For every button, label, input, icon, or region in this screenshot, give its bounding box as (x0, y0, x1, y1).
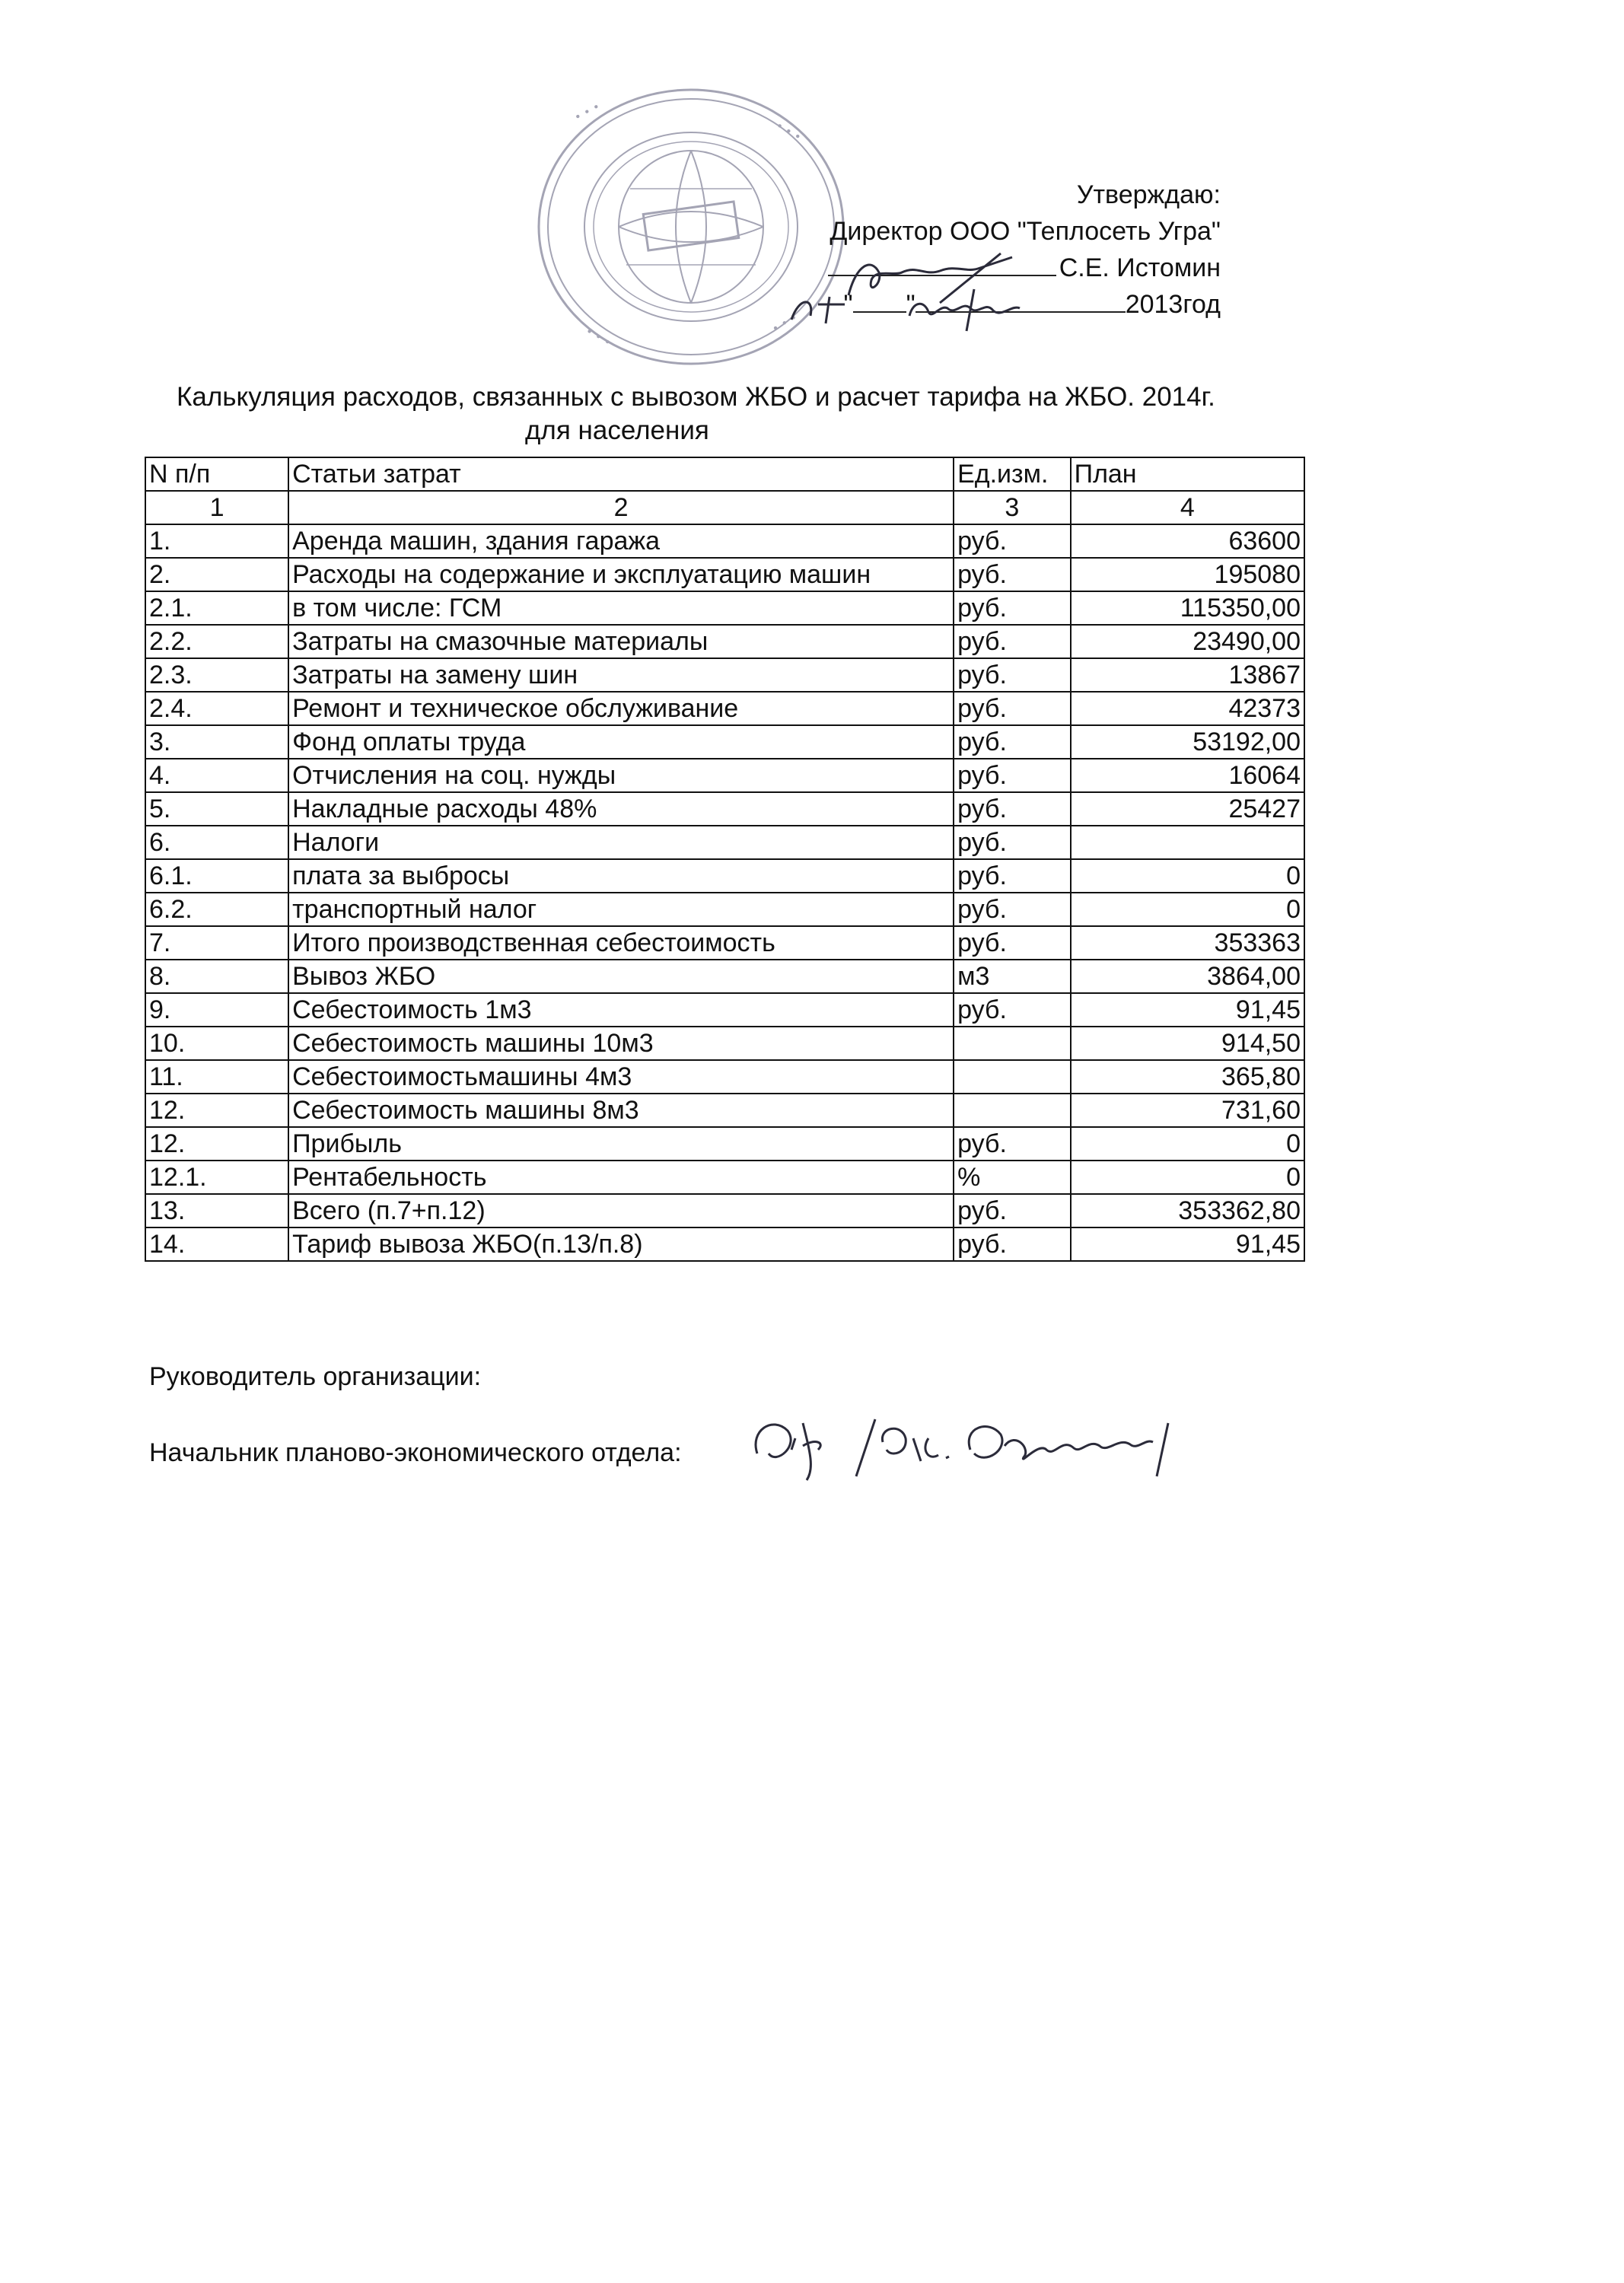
row-item: Ремонт и техническое обслуживание (288, 692, 954, 725)
row-plan-value: 0 (1071, 859, 1304, 893)
row-plan-value: 0 (1071, 1161, 1304, 1194)
row-number: 2. (145, 558, 288, 591)
index-1: 1 (145, 491, 288, 524)
table-index-row (145, 491, 1304, 524)
row-item: Себестоимость машины 10м3 (288, 1027, 954, 1060)
row-plan-value: 353362,80 (1071, 1194, 1304, 1227)
svg-text:• • •: • • • (773, 118, 804, 145)
row-item: плата за выбросы (288, 859, 954, 893)
header-plan: План (1071, 457, 1304, 491)
row-item: Вывоз ЖБО (288, 960, 954, 993)
row-item: Прибыль (288, 1127, 954, 1161)
cost-table (145, 457, 1305, 1262)
row-item: Отчисления на соц. нужды (288, 759, 954, 792)
index-4: 4 (1071, 491, 1304, 524)
handwritten-date (784, 274, 1073, 335)
row-item: Аренда машин, здания гаража (288, 524, 954, 558)
svg-text:• • •: • • • (769, 310, 801, 336)
header-items: Статьи затрат (288, 457, 954, 491)
row-item: Накладные расходы 48% (288, 792, 954, 826)
table-row (145, 658, 1304, 692)
row-plan-value: 91,45 (1071, 993, 1304, 1027)
row-item: в том числе: ГСМ (288, 591, 954, 625)
row-number: 1. (145, 524, 288, 558)
row-item: Себестоимость 1м3 (288, 993, 954, 1027)
row-item: Рентабельность (288, 1161, 954, 1194)
row-item: Фонд оплаты труда (288, 725, 954, 759)
row-plan-value: 353363 (1071, 926, 1304, 960)
row-unit: руб. (954, 558, 1071, 591)
table-row (145, 1094, 1304, 1127)
table-row (145, 692, 1304, 725)
row-plan-value: 731,60 (1071, 1094, 1304, 1127)
row-item: Итого производственная себестоимость (288, 926, 954, 960)
table-row (145, 625, 1304, 658)
index-2: 2 (288, 491, 954, 524)
table-header-row (145, 457, 1304, 491)
row-unit: руб. (954, 725, 1071, 759)
row-unit (954, 1060, 1071, 1094)
row-plan-value: 914,50 (1071, 1027, 1304, 1060)
approval-year: 2013год (1125, 290, 1221, 319)
row-number: 12.1. (145, 1161, 288, 1194)
table-row (145, 893, 1304, 926)
index-3: 3 (954, 491, 1071, 524)
table-row (145, 759, 1304, 792)
row-item: Тариф вывоза ЖБО(п.13/п.8) (288, 1227, 954, 1261)
row-unit: руб. (954, 993, 1071, 1027)
row-plan-value: 3864,00 (1071, 960, 1304, 993)
row-number: 12. (145, 1127, 288, 1161)
row-unit: м3 (954, 960, 1071, 993)
row-number: 10. (145, 1027, 288, 1060)
row-number: 3. (145, 725, 288, 759)
row-number: 2.3. (145, 658, 288, 692)
row-number: 6.1. (145, 859, 288, 893)
row-unit: % (954, 1161, 1071, 1194)
row-number: 5. (145, 792, 288, 826)
table-row (145, 1027, 1304, 1060)
approval-date-line: " " 2013год (843, 290, 1221, 319)
row-item: Затраты на смазочные материалы (288, 625, 954, 658)
row-plan-value: 42373 (1071, 692, 1304, 725)
row-unit: руб. (954, 658, 1071, 692)
table-row (145, 1194, 1304, 1227)
head-of-organization-label: Руководитель организации: (149, 1362, 482, 1391)
row-plan-value: 13867 (1071, 658, 1304, 692)
row-number: 8. (145, 960, 288, 993)
director-name: С.Е. Истомин (1059, 253, 1221, 282)
row-number: 9. (145, 993, 288, 1027)
table-row (145, 792, 1304, 826)
row-unit: руб. (954, 524, 1071, 558)
row-item: Налоги (288, 826, 954, 859)
table-row (145, 1161, 1304, 1194)
row-number: 6.2. (145, 893, 288, 926)
row-item: Затраты на замену шин (288, 658, 954, 692)
row-item: Себестоимость машины 8м3 (288, 1094, 954, 1127)
header-unit: Ед.изм. (954, 457, 1071, 491)
svg-text:• • •: • • • (583, 323, 614, 350)
row-number: 2.2. (145, 625, 288, 658)
row-unit: руб. (954, 1127, 1071, 1161)
row-unit: руб. (954, 826, 1071, 859)
row-plan-value: 25427 (1071, 792, 1304, 826)
table-row (145, 524, 1304, 558)
table-row (145, 826, 1304, 859)
row-plan-value: 0 (1071, 1127, 1304, 1161)
row-item: Всего (п.7+п.12) (288, 1194, 954, 1227)
row-unit: руб. (954, 893, 1071, 926)
svg-text:• • •: • • • (572, 99, 603, 125)
row-number: 6. (145, 826, 288, 859)
row-number: 14. (145, 1227, 288, 1261)
table-row (145, 1127, 1304, 1161)
row-unit: руб. (954, 625, 1071, 658)
director-title: Директор ООО "Теплосеть Угра" (830, 217, 1221, 246)
row-item: Себестоимостьмашины 4м3 (288, 1060, 954, 1094)
row-unit: руб. (954, 759, 1071, 792)
table-row (145, 725, 1304, 759)
row-item: Расходы на содержание и эксплуатацию машин (288, 558, 954, 591)
title-line-2: для населения (525, 416, 709, 445)
row-plan-value (1071, 826, 1304, 859)
table-row (145, 591, 1304, 625)
row-unit: руб. (954, 692, 1071, 725)
row-unit: руб. (954, 859, 1071, 893)
row-plan-value: 63600 (1071, 524, 1304, 558)
row-unit: руб. (954, 926, 1071, 960)
row-number: 4. (145, 759, 288, 792)
table-row (145, 1227, 1304, 1261)
table-row (145, 558, 1304, 591)
row-number: 2.1. (145, 591, 288, 625)
row-plan-value: 91,45 (1071, 1227, 1304, 1261)
planning-head-signature (742, 1408, 1259, 1492)
document-title (177, 380, 1303, 447)
row-plan-value: 115350,00 (1071, 591, 1304, 625)
table-row (145, 1060, 1304, 1094)
row-unit: руб. (954, 1227, 1071, 1261)
row-plan-value: 23490,00 (1071, 625, 1304, 658)
row-item: транспортный налог (288, 893, 954, 926)
title-line-1: Калькуляция расходов, связанных с вывозом ЖБО и расчет тарифа на ЖБО. 2014г. (177, 382, 1215, 412)
row-number: 11. (145, 1060, 288, 1094)
table-row (145, 859, 1304, 893)
row-number: 13. (145, 1194, 288, 1227)
row-unit (954, 1027, 1071, 1060)
row-plan-value: 53192,00 (1071, 725, 1304, 759)
row-unit: руб. (954, 591, 1071, 625)
row-unit (954, 1094, 1071, 1127)
table-row (145, 993, 1304, 1027)
row-unit: руб. (954, 792, 1071, 826)
row-number: 7. (145, 926, 288, 960)
table-row (145, 960, 1304, 993)
planning-dept-head-label: Начальник планово-экономического отдела: (149, 1438, 682, 1467)
row-unit: руб. (954, 1194, 1071, 1227)
approval-heading: Утверждаю: (1076, 180, 1221, 209)
table-row (145, 926, 1304, 960)
row-number: 12. (145, 1094, 288, 1127)
row-plan-value: 16064 (1071, 759, 1304, 792)
row-plan-value: 0 (1071, 893, 1304, 926)
row-plan-value: 365,80 (1071, 1060, 1304, 1094)
row-number: 2.4. (145, 692, 288, 725)
row-plan-value: 195080 (1071, 558, 1304, 591)
header-number: N п/п (145, 457, 288, 491)
